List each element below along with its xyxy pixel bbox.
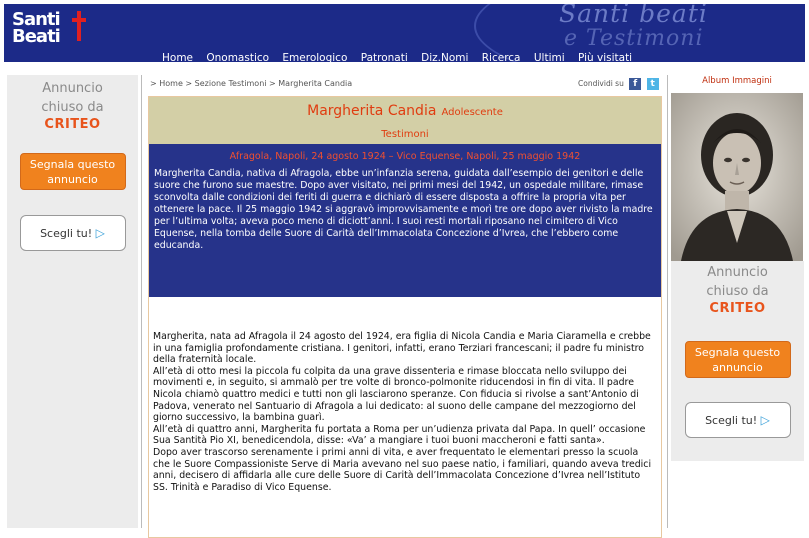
site-header [4,4,805,62]
choose-ad-label: Scegli tu! [705,414,758,427]
saint-dates: Afragola, Napoli, 24 agosto 1924 – Vico Equense, Napoli, 25 maggio 1942 [229,151,581,162]
play-icon: ▷ [760,413,770,427]
site-logo[interactable] [12,9,102,49]
ad-right-line1: Annuncio [707,265,768,280]
ad-right [671,261,804,461]
share-label: Condividi su [578,79,624,88]
ad-left [7,75,138,528]
bio-paragraph: All’età di otto mesi la piccola fu colpita da una grave dissenteria e rimase bloccata nello sviluppo dei movimenti e, in seguito, si ammalò per tre volte di bronco-polmonite riducendosi in fin di vita. Il padre Nicola chiamò quattro medici e tutti non gli lasciarono speranze. Con fiducia si rivolse a sant’Antonio di Padova, venerato nel Santuario di Afragola a lui dedicato: al suono delle campane del mezzogiorno del giorno successivo, la bambina guarì. [153,365,639,424]
nav-item-onomastico[interactable]: Onomastico [206,52,270,62]
nav-item-emerologico[interactable]: Emerologico [282,52,348,62]
play-icon: ▷ [95,226,105,240]
nav-item-piu-visitati[interactable]: Più visitati [577,52,633,62]
header-watermark-line1: Santi beati [559,4,708,28]
report-ad-button[interactable] [20,153,126,190]
bio-paragraph: Margherita, nata ad Afragola il 24 agosto del 1924, era figlia di Nicola Candia e Maria Ciaramella e crebbe in una famiglia profondamente cristiana. I genitori, infatti, erano Terziari francescani; il padre fu ministro della fraternità locale. [153,331,651,366]
breadcrumb-section[interactable]: Sezione Testimoni [194,79,267,88]
breadcrumb-home[interactable]: Home [159,79,183,88]
saint-summary: Margherita Candia, nativa di Afragola, ebbe un’infanzia serena, guidata dall’esempio dei genitori e delle suore che furono sue maestre. Dopo aver visitato, nei primi mesi del 1942, un ospedale militare, rimase sconvolta dalle condizioni dei feriti di guerra e dichiarò di essere disposta a offrire la propria vita per ottenere la pace. Il 25 maggio 1942 si aggravò improvvisamente e morì tre ore dopo aver rivisto la madre per l’ultima volta; aveva poco meno di diciott’anni. I suoi resti mortali riposano nel cimitero di Vico Equense, nella tomba delle Suore di Carità dell’Immacolata Concezione d’Ivrea, che l’ebbero come educanda. [154,168,653,251]
nav-item-diz-nomi[interactable]: Diz.Nomi [421,52,469,62]
share-bar [578,78,659,90]
nav-item-patronati[interactable]: Patronati [360,52,408,62]
saint-portrait[interactable] [671,93,803,261]
bio-paragraph: Dopo aver trascorso serenamente i primi anni di vita, e aver frequentato le elementari presso la scuola che le Suore Compassioniste Serve di Maria avevano nel suo paese natio, i familiari, quando aveva tredici anni, decisero di affidarla alle cure delle Suore di Carità dell’Immacolata Concezione d’Ivrea nell’Istituto SS. Trinità e Paradiso di Vico Equense. [153,446,652,493]
cross-icon [72,11,86,41]
criteo-logo[interactable]: CRITEO [44,117,101,132]
saint-summary-box [149,144,661,297]
ad-left-line1: Annuncio [42,81,103,96]
report-ad-label-1: Segnala questo [29,158,116,171]
breadcrumb-sep: > [150,79,157,88]
breadcrumb-current: Margherita Candia [278,79,353,88]
nav-item-ricerca[interactable]: Ricerca [481,52,521,62]
saint-biography [153,331,653,493]
report-ad-label-2: annuncio [47,173,98,186]
album-title[interactable]: Album Immagini [702,76,772,86]
logo-text-bottom: Beati [12,26,60,47]
breadcrumb [150,79,352,88]
saint-tag: Adolescente [441,107,503,118]
logo-text-top: Santi [12,9,60,30]
breadcrumb-sep: > [269,79,276,88]
nav-item-ultimi[interactable]: Ultimi [533,52,565,62]
choose-ad-button[interactable] [20,215,126,251]
saint-name: Margherita Candia [307,103,437,119]
ad-right-line2: chiuso da [706,284,769,299]
report-ad-label-2: annuncio [712,361,763,374]
saint-card-header [149,97,661,144]
breadcrumb-sep: > [185,79,193,88]
criteo-logo[interactable]: CRITEO [709,301,766,316]
facebook-icon[interactable]: f [629,78,641,90]
twitter-icon[interactable]: t [647,78,659,90]
bio-paragraph: All’età di quattro anni, Margherita fu portata a Roma per un’udienza privata dal Papa. In quell’ occasione Sua Santità Pio XI, benedicendola, disse: «Va’ a mangiare i tuoi buoni maccheroni e fatti santa». [153,423,646,447]
choose-ad-button[interactable] [685,402,791,438]
nav-item-home[interactable]: Home [162,52,194,62]
choose-ad-label: Scegli tu! [40,227,93,240]
saint-category[interactable]: Testimoni [381,129,429,140]
ad-left-line2: chiuso da [41,100,104,115]
report-ad-button[interactable] [685,341,791,378]
report-ad-label-1: Segnala questo [694,346,781,359]
portrait-image [671,93,803,261]
header-watermark-line2: e Testimoni [564,26,704,51]
main-nav [162,52,642,62]
